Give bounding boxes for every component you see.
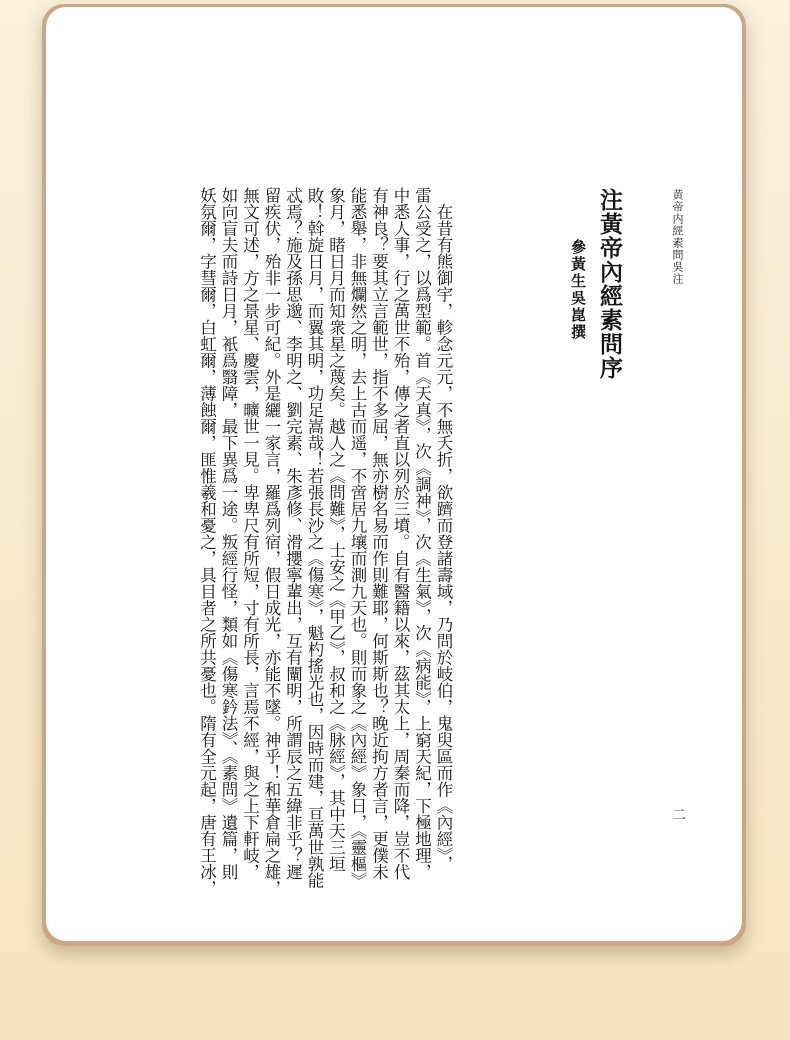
text-line: 中悉人事，行之萬世不殆，傳之者直以列於三墳。自有醫籍以來，茲其太上，周秦而降，豈不代 [391,187,410,880]
preface-title: 注黃帝內經素問序 [596,188,623,380]
text-line: 能悉舉，非無爛然之明，去上古而遥，不啻居九壤而測九天也。則而象之《內經》象日，《靈樞》 [348,187,367,889]
text-line: 在昔有熊御宇，軫念元元，不無夭折，欲躋而登諸壽域，乃問於岐伯，鬼臾區而作《內經》， [434,187,453,872]
running-head: 黄帝内經素問吳注 [671,189,684,285]
text-line: 妖氛爾，字彗爾，白虹爾，薄蝕爾，匪惟羲和憂之，具目者之所共憂也。隋有全元起，唐有王冰， [197,187,217,897]
text-line: 忒焉？施及孫思邈、李明之、劉完素、朱彥修、滑攖寧輩出，互有闡明，所謂辰之五緯非乎？遲 [283,187,303,880]
book-page [46,7,742,941]
text-line: 雷公受之，以爲型範。首《天真》，次《調神》，次《生氣》，次《病能》，上窮天紀，下極地理， [412,187,432,880]
text-line: 如向盲夫而詩日月，衹爲翳障，最下異爲一途。叛經行怪，類如《傷寒鈐法》、《素問》遺篇，則 [219,187,238,880]
author-byline: 參黃生吳崑撰 [569,239,587,341]
preface-body [196,187,454,897]
text-line: 無文可述，方之景星、慶雲，曠世一見。卑卑尺有所短，寸有所長，言焉不經，與之上下軒岐， [240,187,260,880]
text-line: 有神良？要其立言範世，指不多屈，無亦樹名易而作則難耶，何斯斯也？晚近拘方者言，更僕未 [369,187,389,880]
text-line: 留疾伏，殆非一步可紀。外是纚一家言，羅爲列宿，假日成光，亦能不墜。神乎！和華倉扁之雄， [262,187,281,897]
text-line: 敗！斡旋日月，而翼其明，功足嵩哉！若張長沙之《傷寒》，魁杓搖光也，因時而建，亘萬世孰能 [305,187,324,889]
text-line: 象月，睹日月而知衆星之蔑矣。越人之《問難》，士安之《甲乙》，叔和之《脉經》，其中天三垣 [326,187,346,872]
page-number: 二 [670,807,686,821]
